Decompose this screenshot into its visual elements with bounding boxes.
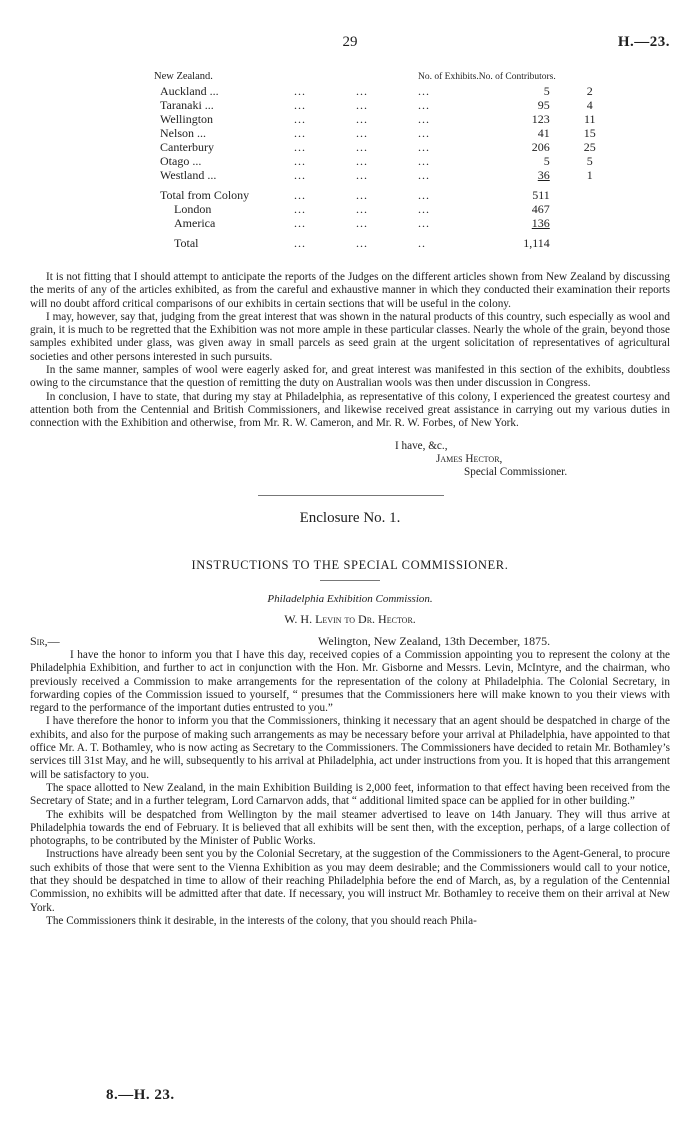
subtotal-label: Total from Colony: [160, 188, 250, 202]
closing: I have, &c.,: [395, 440, 448, 452]
place-name: Otago ...: [160, 154, 202, 168]
col-exhibits-header: No. of Exhibits.: [418, 72, 479, 82]
exhibits-count: 5: [543, 154, 550, 168]
paragraph: I have therefore the honor to inform you that the Commissioners, thinking it necessary that an agent should be despatched in charge of the exhibits, and also for the purpose of making such arrangements as may be necessary before your arrival at Philadelphia, have appointed to that office Mr. A. T. Bothamley, who is now acting as Secretary to the Commissioners. The Commissioners have decided to retain Mr. Bothamley’s services till 31st May, and he will, subsequently to his arrival at Philadelphia, act under instructions from you. It is hoped that this arrangement will be satisfactory to you.: [30, 715, 670, 781]
paragraph: It is not fitting that I should attempt to anticipate the reports of the Judges on the different articles shown from New Zealand by discussing the merits of any of the articles exhibited, as from the careful and exhaustive manner in which they conducted their examination their reports will no doubt afford critical comparisons of our exhibits in certain sections that will be useful in the colony.: [30, 271, 670, 310]
paragraph: Instructions have already been sent you by the Colonial Secretary, at the suggestion of the Commissioners to the Agent-General, to procure such exhibits of those that were sent to the Vienna Exhibition as you may deem desirable; and the Commissioners would call to your notice, that they should be despatched in time to allow of their reaching Philadelphia before the end of March, as, by a regulation of the Centennial Commission, no exhibits will be admitted after that date. If necessary, you will instruct Mr. Bothamley to receive them on their arrival at New York.: [30, 848, 670, 914]
paragraph: I have the honor to inform you that I have this day, received copies of a Commission appointing you to represent the colony at the Philadelphia Exhibition, and further to act in conjunction with the Hon. Mr. Gisborne and Messrs. Levin, McIntyre, and the chairman, who previously received a Commission to make arrangements for the representation of the colony at Philadelphia. The Colonial Secretary, in forwarding copies of the Commission issued to yourself, “ presumes that the Commissioners here will make known to you their views with regard to the performance of the important duties entrusted to you.”: [30, 649, 670, 715]
heading-divider: [320, 580, 380, 581]
place-and-date: Welington, New Zealand, 13th December, 1875.: [318, 634, 551, 648]
table-row: Auckland ... ... ... ... 5 2: [148, 84, 624, 98]
place-name: Nelson ...: [160, 126, 206, 140]
subtotal-row: London ... ... ... 467: [148, 202, 624, 216]
total-exhibits: 1,114: [523, 236, 550, 250]
paragraph: The exhibits will be despatched from Wellington by the mail steamer advertised to leave on 14th January. They will thus arrive at Philadelphia towards the end of February. It is believed that all exhibits will be sent then, with the exception, perhaps, of a large collection of photographs, to be contributed by the Minister of Public Works.: [30, 808, 670, 848]
subtotal-row: Total from Colony ... ... ... 511: [148, 188, 624, 202]
table-row: Taranaki ... ... ... ... 95 4: [148, 98, 624, 112]
section-divider: [258, 495, 444, 496]
exhibits-count: 511: [532, 188, 550, 202]
instructions-letter: [30, 649, 670, 928]
paragraph: In the same manner, samples of wool were eagerly asked for, and great interest was manifested in this section of the exhibits, doubtless owing to the circumstance that the question of remitting the duty on Australian wools was then under discussion in Congress.: [30, 364, 670, 390]
total-row: Total ... ... .. 1,114: [148, 236, 624, 250]
contributors-count: 4: [586, 98, 593, 112]
contributors-count: 5: [586, 154, 593, 168]
exhibits-count: 36: [537, 168, 550, 182]
subtotal-row: America ... ... ... 136: [148, 216, 624, 230]
instructions-heading: INSTRUCTIONS TO THE SPECIAL COMMISSIONER.: [191, 558, 509, 572]
place-name: Wellington: [160, 112, 214, 126]
contributors-count: 1: [586, 168, 593, 182]
page-number: 29: [342, 34, 358, 50]
subtotal-label: America: [174, 216, 216, 230]
place-name: Westland ...: [160, 168, 217, 182]
exhibits-count: 41: [537, 126, 550, 140]
salutation: Sir,—: [30, 634, 60, 648]
total-label: Total: [174, 236, 199, 250]
contributors-count: 11: [583, 112, 596, 126]
exhibits-count: 206: [531, 140, 550, 154]
contributors-count: 15: [583, 126, 596, 140]
exhibits-count: 136: [531, 216, 550, 230]
exhibits-count: 5: [543, 84, 550, 98]
document-reference: H.—23.: [617, 34, 670, 50]
table-row: Otago ... ... ... ... 5 5: [148, 154, 624, 168]
commission-name: Philadelphia Exhibition Commission.: [267, 593, 433, 605]
report-conclusion: [30, 271, 670, 431]
place-name: Canterbury: [160, 140, 214, 154]
letter-from-to: W. H. Levin to Dr. Hector.: [284, 612, 416, 626]
place-name: Auckland ...: [160, 84, 219, 98]
col-contributors-header: No. of Contributors.: [478, 72, 556, 82]
table-row: Westland ... ... ... ... 36 1: [148, 168, 624, 182]
section-label: New Zealand.: [154, 71, 213, 82]
exhibits-count: 467: [531, 202, 550, 216]
signer-name: James Hector,: [436, 453, 503, 465]
signer-title: Special Commissioner.: [464, 466, 568, 478]
paragraph: I may, however, say that, judging from the great interest that was shown in the natural products of this country, such especially as wool and grain, it is much to be regretted that the Exhibition was not more ample in these particular classes. Nearly the whole of the grain, beyond those samples exhibited under glass, was given away in small parcels as seed grain at the urgent solicitation of representatives of agricultural societies and other persons interested in such pursuits.: [30, 310, 670, 363]
enclosure-title: Enclosure No. 1.: [299, 510, 401, 526]
paragraph: In conclusion, I have to state, that during my stay at Philadelphia, as representative of this colony, I experienced the greatest courtesy and attention both from the Centennial and British Commissioners, and likewise received great assistance in carrying out my various duties in connection with the Exhibition and otherwise, from Mr. R. W. Cameron, and Mr. R. W. Forbes, of New York.: [30, 390, 670, 430]
table-row: Nelson ... ... ... ... 41 15: [148, 126, 624, 140]
subtotal-label: London: [174, 202, 212, 216]
table-row: Canterbury ... ... ... 206 25: [148, 140, 624, 154]
place-name: Taranaki ...: [160, 98, 214, 112]
contributors-count: 25: [583, 140, 596, 154]
exhibits-count: 123: [531, 112, 550, 126]
paragraph: The space allotted to New Zealand, in the main Exhibition Building is 2,000 feet, information to that effect having been received from the Secretary of State; and in a further telegram, Lord Carnarvon adds, that “ additional limited space can be applied for in other building.”: [30, 781, 670, 808]
exhibits-table: [148, 58, 624, 250]
table-row: Wellington ... ... ... 123 11: [148, 112, 624, 126]
exhibits-count: 95: [537, 98, 550, 112]
paragraph: The Commissioners think it desirable, in the interests of the colony, that you should reach Phila-: [46, 914, 477, 927]
signature-mark: 8.—H. 23.: [106, 1087, 175, 1103]
table-header-row: [148, 58, 624, 84]
contributors-count: 2: [586, 84, 593, 98]
